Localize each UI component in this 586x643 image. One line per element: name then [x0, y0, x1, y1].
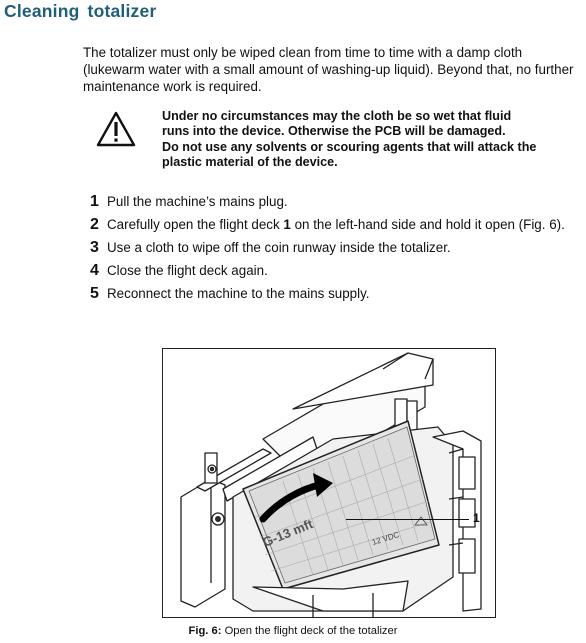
- step-number: 3: [90, 239, 99, 256]
- instruction-steps: [90, 193, 584, 308]
- caption-text: Open the flight deck of the totalizer: [221, 625, 398, 637]
- step-number: 1: [90, 193, 99, 210]
- section-heading: Cleaning totalizer: [4, 1, 157, 21]
- intro-paragraph: The totalizer must only be wiped clean from time to time with a damp cloth (lukewarm water with a small amount of washing-up liquid). Beyond that, no further maintenance work is required.: [83, 45, 574, 94]
- step-text: Pull the machine’s mains plug.: [107, 194, 288, 209]
- step-2: [90, 216, 584, 233]
- voltage-label-text: 12 VDC: [370, 530, 401, 547]
- warning-line: Do not use any solvents or scouring agents that will attack the: [162, 139, 537, 154]
- step-number: 2: [90, 216, 99, 233]
- step-text: Reconnect the machine to the mains supply.: [107, 286, 370, 301]
- step-5: [90, 285, 584, 302]
- step-3: [90, 239, 584, 256]
- totalizer-illustration: [163, 349, 495, 617]
- callout-number: 1: [473, 511, 480, 525]
- warning-line: runs into the device. Otherwise the PCB will be damaged.: [162, 124, 506, 139]
- step-text: Close the flight deck again.: [107, 263, 268, 278]
- device-label-text: G-13 mft: [260, 516, 316, 550]
- warning-line: Under no circumstances may the cloth be so wet that fluid: [162, 109, 512, 123]
- figure-caption: [0, 625, 586, 637]
- step-number: 4: [90, 262, 99, 279]
- figure-totalizer: [162, 348, 496, 618]
- step-1: [90, 193, 584, 210]
- component-reference: 1: [283, 217, 291, 232]
- warning-text: [162, 109, 584, 171]
- warning-line: plastic material of the device.: [162, 155, 338, 170]
- warning-triangle-icon: [96, 111, 136, 147]
- step-4: [90, 262, 584, 279]
- step-text: Use a cloth to wipe off the coin runway inside the totalizer.: [107, 240, 451, 255]
- step-text: Carefully open the flight deck 1 on the left-hand side and hold it open (Fig. 6).: [107, 217, 565, 232]
- step-number: 5: [90, 285, 99, 302]
- caption-label: Fig. 6:: [188, 625, 222, 637]
- callout-line: [346, 519, 469, 520]
